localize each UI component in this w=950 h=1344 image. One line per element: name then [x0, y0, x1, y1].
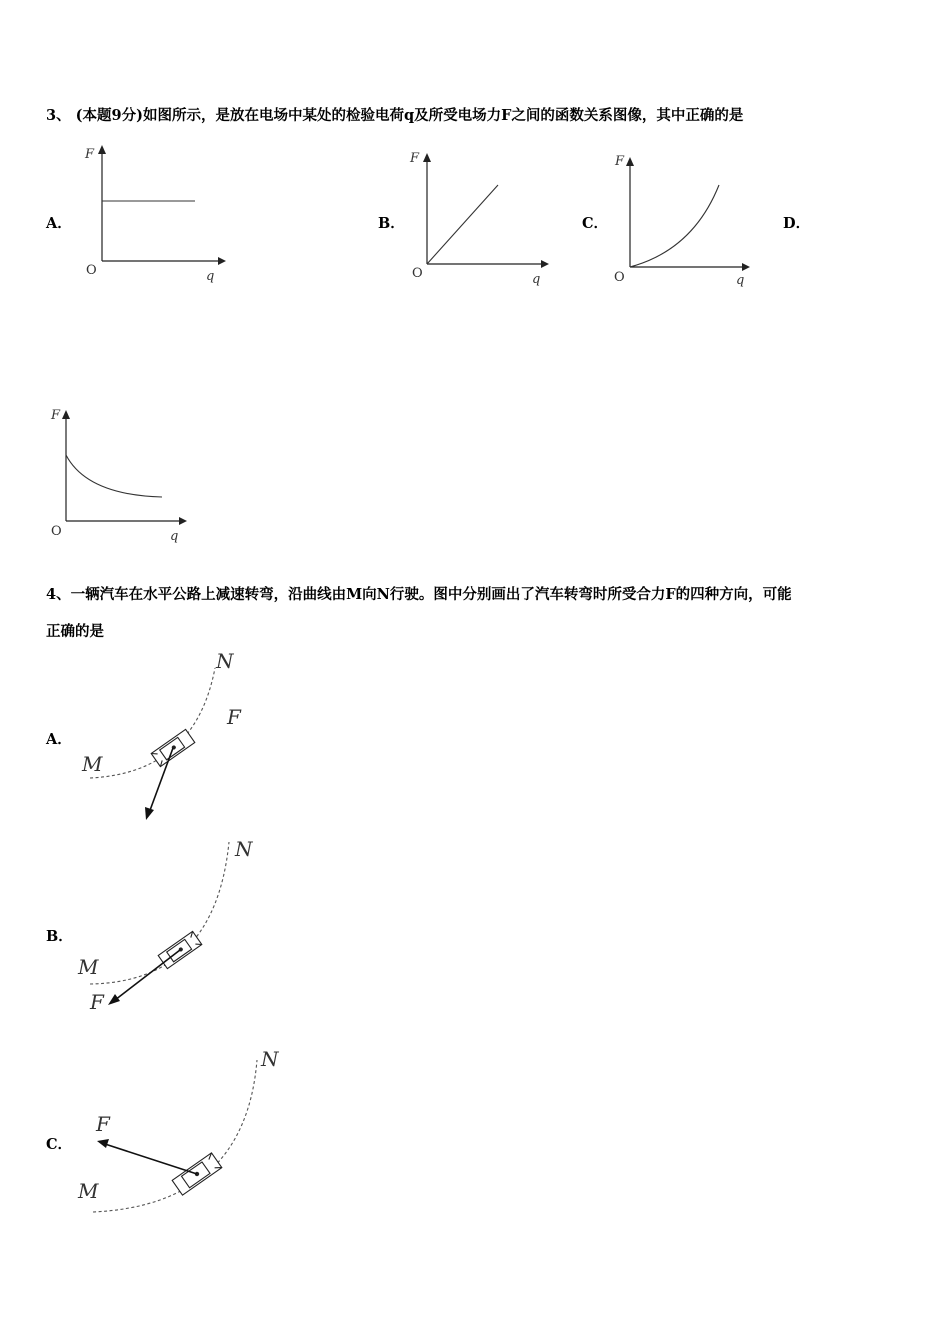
question-4-text-line1: 4、一辆汽车在水平公路上减速转弯，沿曲线由M向N行驶。图中分别画出了汽车转弯时所受合力F的四种方向，可能	[46, 586, 792, 603]
upward-curve	[630, 185, 719, 267]
svg-text:O: O	[412, 266, 423, 281]
svg-text:F: F	[85, 147, 95, 162]
q4-option-b-label[interactable]: B．	[46, 928, 73, 945]
q3-graph-d	[42, 400, 192, 550]
question-4-text-line2: 正确的是	[46, 623, 104, 640]
decreasing-curve	[66, 455, 162, 497]
svg-text:F: F	[615, 154, 625, 169]
q3-option-a-label[interactable]: A．	[46, 215, 72, 232]
svg-text:M: M	[78, 1179, 99, 1203]
svg-text:q: q	[736, 273, 745, 288]
svg-text:N: N	[216, 649, 234, 673]
svg-text:O: O	[614, 270, 625, 285]
q4-diagram-b	[75, 832, 275, 1022]
svg-text:N: N	[235, 837, 253, 861]
svg-text:N: N	[261, 1047, 279, 1071]
question-3-text: 3、 (本题9分)如图所示，是放在电场中某处的检验电荷q及所受电场力F之间的函数关系图像，其中正确的是	[46, 107, 744, 124]
svg-text:F: F	[227, 705, 241, 729]
svg-text:q: q	[170, 529, 179, 544]
q3-graph-b	[405, 140, 555, 290]
svg-text:F: F	[96, 1112, 110, 1136]
q3-option-c-label[interactable]: C．	[582, 215, 609, 232]
path-m-to-n	[93, 1060, 257, 1212]
svg-text:M: M	[82, 752, 103, 776]
q3-option-d-label[interactable]: D．	[783, 215, 811, 232]
svg-text:F: F	[51, 408, 61, 423]
svg-text:F: F	[410, 151, 420, 166]
q4-option-a-label[interactable]: A．	[46, 731, 72, 748]
q3-option-b-label[interactable]: B．	[378, 215, 405, 232]
path-m-to-n	[90, 668, 215, 778]
q4-option-c-label[interactable]: C．	[46, 1136, 73, 1153]
svg-text:O: O	[51, 524, 62, 539]
q4-diagram-a	[75, 648, 275, 828]
q3-graph-c	[608, 140, 758, 290]
svg-text:M: M	[78, 955, 99, 979]
path-m-to-n	[90, 842, 229, 984]
svg-text:O: O	[86, 263, 97, 278]
q4-diagram-c	[75, 1040, 295, 1230]
q3-graph-a	[80, 140, 230, 290]
svg-text:q: q	[206, 269, 215, 284]
svg-text:q: q	[532, 272, 541, 287]
svg-text:F: F	[90, 990, 104, 1014]
straight-line	[427, 185, 498, 264]
